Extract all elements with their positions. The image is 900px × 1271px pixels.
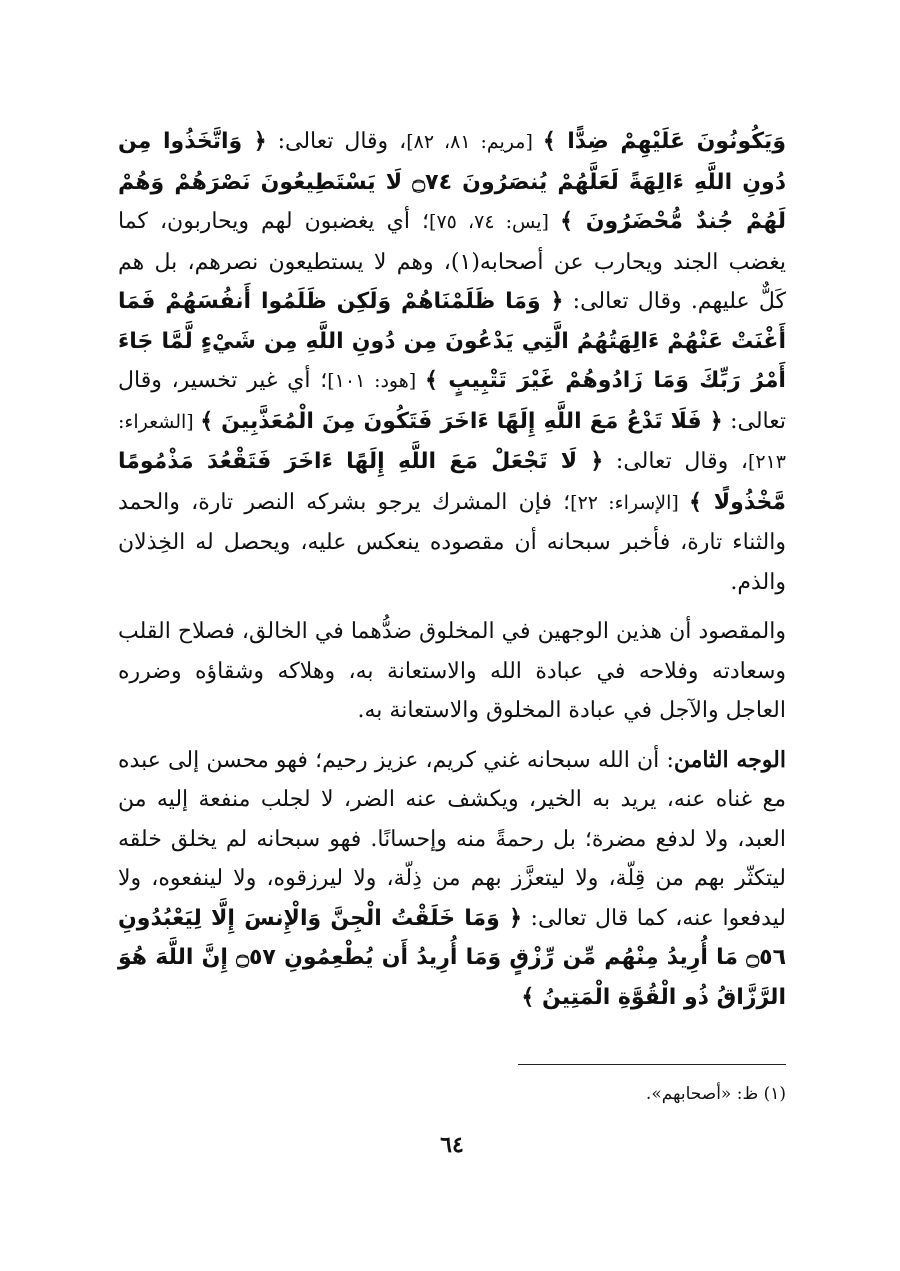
quran-verse: ﴿ وَمَا خَلَقْتُ الْجِنَّ وَالْإِنسَ إِلَّا لِيَعْبُدُونِ ۝٥٦ مَا أُرِيدُ مِنْهُم مِّن رِّزْقٍ وَمَا أُرِيدُ أَن يُطْعِمُونِ ۝٥٧ إِنَّ اللَّهَ هُوَ الرَّزَّاقُ ذُو الْقُوَّةِ الْمَتِينُ ﴾ bbox=[118, 905, 786, 1010]
text-run: ؛ فإن المشرك يرجو بشركه النصر تارة، والحمد والثناء تارة، فأخبر سبحانه أن مقصوده ينعكس عليه، ويحصل له الخِذلان والذم. bbox=[118, 489, 786, 595]
page-number: ٦٤ bbox=[440, 1132, 464, 1158]
footnote-divider bbox=[518, 1064, 786, 1065]
verse-reference: [مريم: ٨١، ٨٢] bbox=[406, 131, 543, 153]
body-text bbox=[118, 122, 786, 1017]
quran-verse: وَيَكُونُونَ عَلَيْهِمْ ضِدًّا ﴾ bbox=[542, 129, 786, 154]
verse-reference: [الإسراء: ٢٢] bbox=[570, 491, 690, 514]
paragraph-2 bbox=[118, 612, 786, 731]
text-run: ، وقال تعالى: bbox=[266, 129, 407, 154]
footnote: (١) ظ: «أصحابهم». bbox=[645, 1084, 786, 1104]
verse-reference: [الشعراء: ٢١٣] bbox=[118, 410, 786, 473]
quran-verse: ﴿ فَلَا تَدْعُ مَعَ اللَّهِ إِلَهًا ءَاخَرَ فَتَكُونَ مِنَ الْمُعَذَّبِينَ ﴾ bbox=[200, 408, 723, 434]
quran-verse: ﴿ لَا تَجْعَلْ مَعَ اللَّهِ إِلَهًا ءَاخَرَ فَتَقْعُدَ مَذْمُومًا مَّخْذُولًا ﴾ bbox=[118, 449, 787, 515]
verse-reference: [هود: ١٠١] bbox=[327, 370, 425, 392]
quran-verse: ﴿ وَمَا ظَلَمْنَاهُمْ وَلَكِن ظَلَمُوا أَنفُسَهُمْ فَمَا أَغْنَتْ عَنْهُمْ ءَالِهَتُهُمُ الَّتِي يَدْعُونَ مِن دُونِ اللَّهِ مِن شَيْءٍ لَّمَّا جَاءَ أَمْرُ رَبِّكَ وَمَا زَادُوهُمْ غَيْرَ تَتْبِيبٍ ﴾ bbox=[118, 289, 786, 393]
text-run: والمقصود أن هذين الوجهين في المخلوق ضدُّهما في الخالق، فصلاح القلب وسعادته وفلاحه في عبادة الله والاستعانة به، وهلاكه وشقاؤه وضرره العاجل والآجل في عبادة المخلوق والاستعانة به. bbox=[118, 619, 786, 723]
book-page bbox=[118, 122, 786, 1242]
verse-reference: [يس: ٧٤، ٧٥] bbox=[429, 211, 561, 233]
paragraph-1 bbox=[118, 122, 786, 602]
paragraph-3 bbox=[118, 741, 786, 1018]
text-run: ؛ أي غير تخسير، وقال تعالى: bbox=[118, 368, 786, 434]
quran-verse: ﴿ وَاتَّخَذُوا مِن دُونِ اللَّهِ ءَالِهَةً لَعَلَّهُمْ يُنصَرُونَ ۝٧٤ لَا يَسْتَطِيعُونَ نَصْرَهُمْ وَهُمْ لَهُمْ جُندٌ مُّحْضَرُونَ ﴾ bbox=[118, 129, 787, 234]
section-lead: الوجه الثامن bbox=[673, 746, 786, 773]
text-run: : أن الله سبحانه غني كريم، عزيز رحيم؛ فهو محسن إلى عبده مع غناه عنه، يريد به الخير، ويكشف عنه الضر، لا لجلب منفعة إليه من العبد، ولا لدفع مضرة؛ بل رحمةً منه وإحسانًا. فهو سبحانه لم يخلق خلقه ليتكثّر بهم من قِلّة، ولا ليتعزَّز بهم من ذِلّة، ولا ليرزقوه، ولا لينفعوه، ولا ليدفعوا عنه، كما قال تعالى: bbox=[118, 747, 786, 931]
text-run: ، وقال تعالى: bbox=[603, 449, 748, 474]
text-run: ؛ أي يغضبون لهم ويحاربون، كما يغضب الجند ويحارب عن أصحابه(١)، وهم لا يستطيعون نصرهم، بل هم كَلٌّ عليهم. وقال تعالى: bbox=[118, 209, 786, 314]
